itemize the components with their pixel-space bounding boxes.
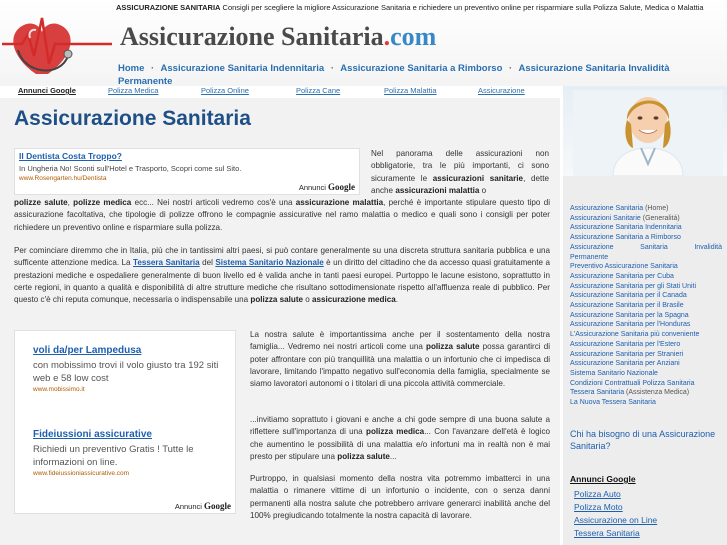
ad-url[interactable]: www.mobissimo.it	[33, 386, 85, 393]
nav-separator: ·	[509, 63, 513, 74]
nav-item-invalidita[interactable]: Assicurazione Sanitaria Invalidità Permanente	[118, 63, 670, 87]
site-header	[0, 0, 727, 86]
sidebar-link[interactable]: Assicurazione Sanitaria per l'Honduras	[570, 321, 691, 329]
sidebar-ad-link[interactable]: Assicurazione on Line	[574, 515, 658, 525]
ad-title[interactable]: Fideiussioni assicurative	[33, 429, 152, 440]
smiling-doctor-image	[573, 90, 723, 176]
sidebar-link[interactable]: La Nuova Tessera Sanitaria	[570, 399, 656, 407]
sidebar-link[interactable]: Sistema Sanitario Nazionale	[570, 369, 658, 377]
sidebar-annunci-google[interactable]: Annunci Google	[570, 474, 636, 484]
subnav-polizza-medica[interactable]: Polizza Medica	[108, 86, 159, 95]
subnav-annunci-google[interactable]: Annunci Google	[18, 86, 76, 95]
sidebar-link[interactable]: Assicurazioni Sanitarie (Generalità)	[570, 214, 680, 222]
sidebar-link[interactable]: Assicurazione Sanitaria Invalidità	[570, 243, 722, 251]
sidebar-link[interactable]: L'Assicurazione Sanitaria più conveniente	[570, 331, 700, 339]
sidebar-link[interactable]: Assicurazione Sanitaria per il Canada	[570, 292, 687, 300]
subnav-polizza-online[interactable]: Polizza Online	[201, 86, 249, 95]
ad-url[interactable]: www.fideiussioniassicurative.com	[33, 470, 130, 477]
sidebar	[563, 86, 727, 545]
sidebar-link[interactable]: Assicurazione Sanitaria a Rimborso	[570, 234, 681, 242]
sidebar-link[interactable]: Tessera Sanitaria (Assistenza Medica)	[570, 389, 690, 397]
link-sistema-sanitario[interactable]: Sistema Sanitario Nazionale	[215, 258, 324, 268]
annunci-google-badge[interactable]: Annunci Google	[298, 182, 355, 192]
sidebar-link[interactable]: Assicurazione Sanitaria per gli Stati Uniti	[570, 282, 697, 290]
ad-text: Richiedi un preventivo Gratis ! Tutte le informazioni on line.	[33, 444, 194, 468]
sidebar-link[interactable]: Assicurazione Sanitaria per Anziani	[570, 360, 680, 368]
nav-separator: ·	[151, 63, 155, 74]
subnav-assicurazione[interactable]: Assicurazione	[478, 86, 525, 95]
sidebar-ad-link[interactable]: Polizza Auto	[574, 489, 621, 499]
sidebar-link[interactable]: Assicurazione Sanitaria (Home)	[570, 205, 669, 212]
ad-title[interactable]: Il Dentista Costa Troppo?	[19, 151, 122, 161]
subnav-polizza-cane[interactable]: Polizza Cane	[296, 86, 341, 95]
nav-item-home[interactable]: Home	[118, 63, 145, 74]
intro-paragraph-right: Nel panorama delle assicurazioni non obbligatorie, tra le più importanti, ci sono sicuramente le assicurazioni sanitarie, dette anche assicurazioni malattia o	[371, 149, 550, 195]
ad-url[interactable]: www.Rosengarten.hu/Dentista	[19, 175, 107, 182]
ad-text: In Ungheria No! Sconti sull'Hotel e Trasporto, Scopri come sul Sito.	[19, 164, 242, 173]
paragraph-giovani: ...invitiamo soprattuto i giovani e anche a chi gode sempre di una buona salute a riflettere sull'importanza di una polizza medica... Con l'avanzare dell'età è logico che aumentino le possibilità di una malattia e/o infortuni ma in realtà non è mai presto per stipulare una polizza salute...	[250, 415, 550, 461]
sidebar-link-list	[570, 204, 722, 408]
sidebar-link[interactable]: Assicurazione Sanitaria per Stranieri	[570, 350, 684, 358]
header-tagline: ASSICURAZIONE SANITARIA Consigli per scegliere la migliore Assicurazione Sanitaria e richiedere un preventivo online per risparmiare sulla Polizza Salute, Medica o Malattia	[116, 3, 704, 12]
intro-paragraph: polizze salute, polizze medica ecc... Nei nostri articoli vedremo cos'è una assicurazione malattia, perché è importante stipulare questo tipo di assicurazione facoltativa, che tipologie di polizze offrono le compagnie assicurative nel ramo malattia o medico e quali sono i consigli per poter richiedere un preventivo online e risparmiare sulla polizza.	[14, 198, 550, 232]
paragraph-purtroppo: Purtroppo, in qualsiasi momento della nostra vita potremmo imbatterci in una malattia o rimanere vittime di un infortunio o incidente, con o senza danni permanenti alla nostra salute che potrebbero arrivare generarci inabilità anche del 100% pregiudicando totalmente la nostra capacità di lavorare.	[250, 474, 550, 520]
sidebar-ad-link[interactable]: Tessera Sanitaria	[574, 528, 640, 538]
sidebar-link[interactable]: Assicurazione Sanitaria per il Brasile	[570, 302, 684, 310]
top-navigation	[118, 62, 727, 88]
google-ad-links-bar	[12, 86, 548, 98]
nav-item-indennitaria[interactable]: Assicurazione Sanitaria Indennitaria	[160, 63, 325, 74]
sidebar-question-link[interactable]: Chi ha bisogno di una Assicurazione Sanitaria?	[570, 429, 716, 451]
sidebar-link[interactable]: Preventivo Assicurazione Sanitaria	[570, 263, 678, 271]
ad-text: con mobissimo trovi il volo giusto tra 192 siti web e 58 low cost	[33, 360, 219, 384]
sidebar-link[interactable]: Assicurazione Sanitaria per l'Estero	[570, 340, 681, 348]
heart-ecg-logo-icon[interactable]	[2, 4, 112, 84]
sidebar-link[interactable]: Assicurazione Sanitaria per Cuba	[570, 272, 674, 280]
main-content	[0, 98, 560, 545]
sidebar-link[interactable]: Assicurazione Sanitaria Indennitaria	[570, 224, 682, 232]
site-title[interactable]: Assicurazione Sanitaria.com	[120, 22, 437, 51]
annunci-google-badge[interactable]: Annunci Google	[174, 501, 231, 511]
sidebar-link[interactable]: Condizioni Contrattuali Polizza Sanitaria	[570, 379, 695, 387]
page-title: Assicurazione Sanitaria	[14, 107, 251, 130]
ad-item[interactable]	[33, 429, 233, 477]
ad-item[interactable]	[33, 345, 233, 393]
subnav-polizza-malattia[interactable]: Polizza Malattia	[384, 86, 437, 95]
link-tessera-sanitaria[interactable]: Tessera Sanitaria	[133, 258, 200, 268]
ad-title[interactable]: voli da/per Lampedusa	[33, 345, 142, 356]
nav-item-rimborso[interactable]: Assicurazione Sanitaria a Rimborso	[340, 63, 503, 74]
sidebar-ad-links	[574, 488, 724, 540]
side-google-ad-box	[14, 330, 236, 514]
paragraph-salute: La nostra salute è importantissima anche per il sostentamento della nostra famiglia... Vedremo nei nostri articoli come una polizza salute possa garantirci di poter affrontare con più tranquillità una malattia o un infortunio che ci impedisca di lavorare, limitando l'impatto negativo sull'economia della famiglia, specialmente se siamo lavoratori autonomi o i titolari di una piccola attività commerciale.	[250, 330, 550, 389]
top-google-ad[interactable]	[14, 148, 360, 195]
sidebar-link[interactable]: Assicurazione Sanitaria per la Spagna	[570, 311, 689, 319]
sidebar-link[interactable]: Permanente	[570, 253, 609, 261]
paragraph-tessera: Per cominciare diremmo che in Italia, più che in tantissimi altri paesi, si può contare generalmente su una discreta struttura sanitaria pubblica e una sufficente attenzione medica. La Tessera Sanitaria del Sistema Sanitario Nazionale è un diritto del cittadino che da accesso quasi gratuitamente a prestazioni mediche e ospedaliere generalmente di buon livello ed è valida anche in tanti paesi europei. Purtoppo le lacune esistono, soprattutto in certe regioni, in quanto a qualità e disponibilità di altre strutture mediche che risultano sottodimensionate rispetto all'affluenza reale di pubblico. Per questo c'è chi reputa comunque, necessaria o indispensabile una polizza salute o assicurazione medica.	[14, 246, 550, 305]
nav-separator: ·	[330, 63, 334, 74]
sidebar-ad-link[interactable]: Polizza Moto	[574, 502, 623, 512]
